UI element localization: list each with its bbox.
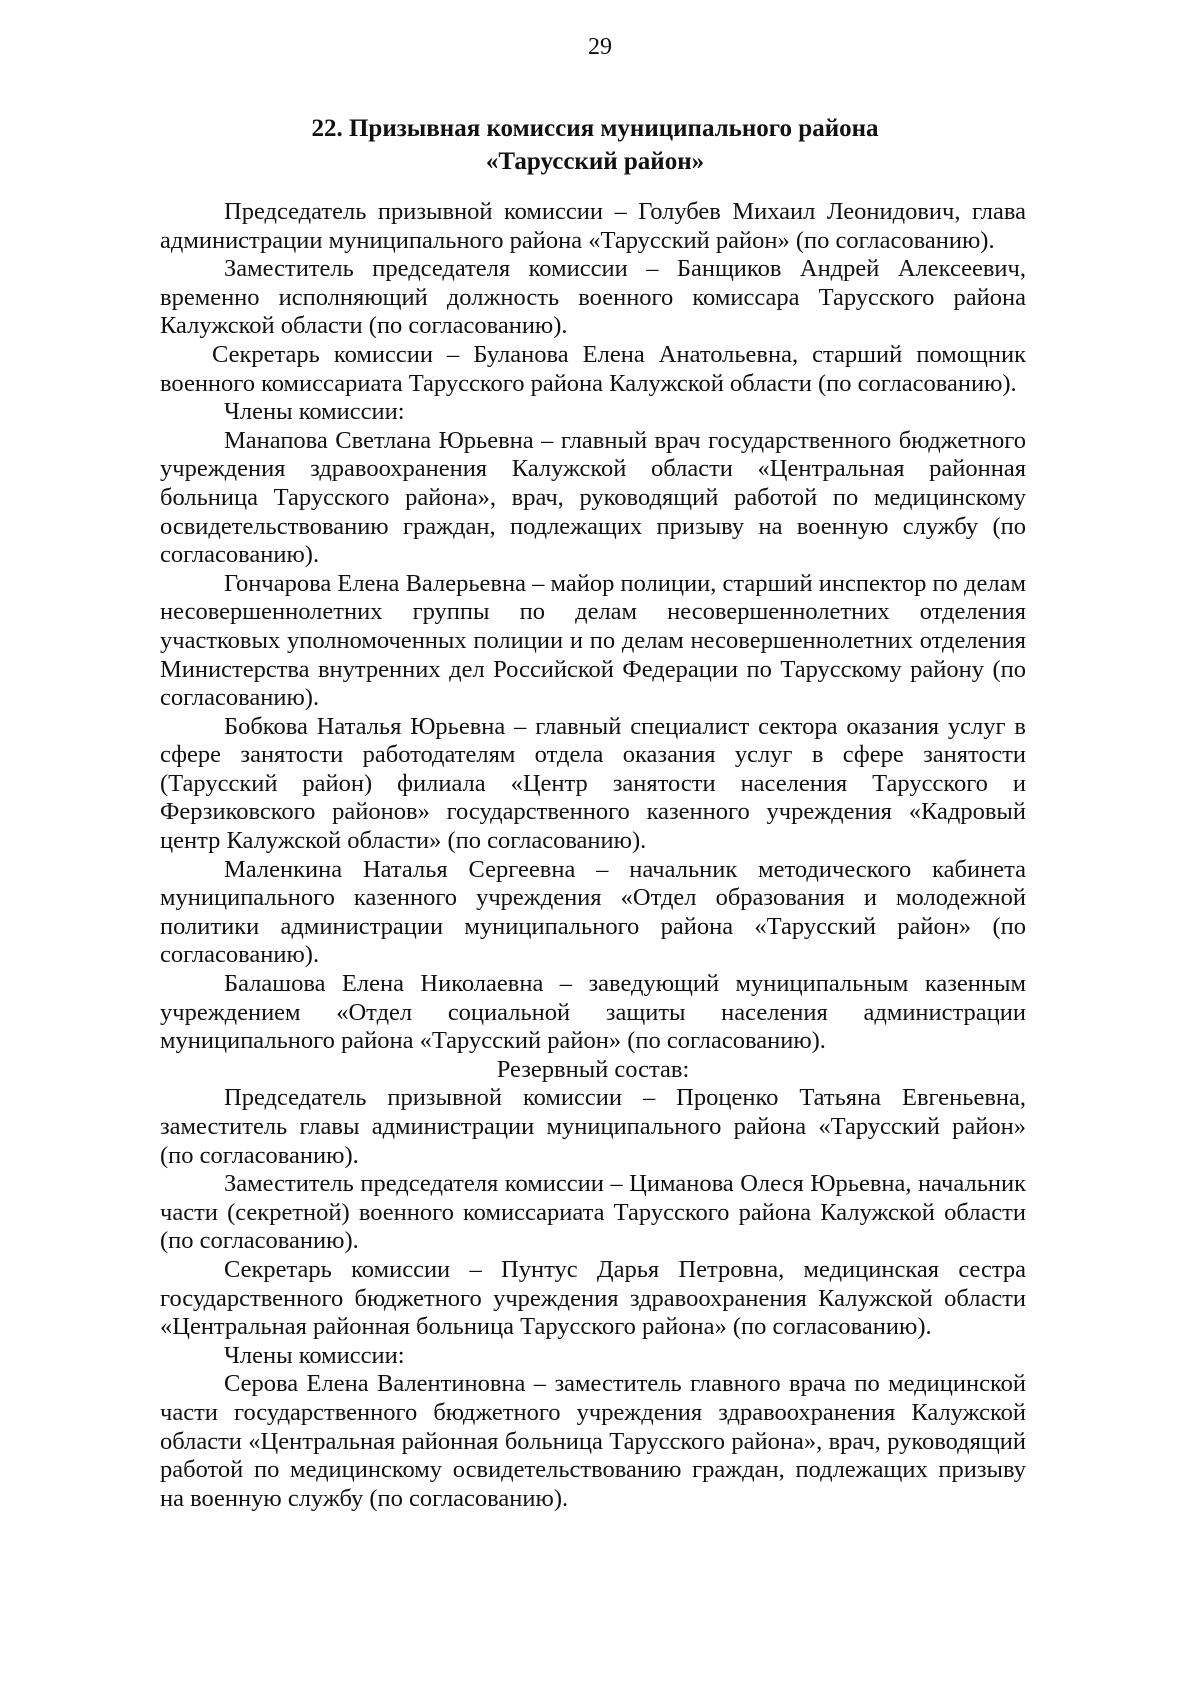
member-paragraph: Бобкова Наталья Юрьевна – главный специалист сектора оказания услуг в сфере занятости работодателям отдела оказания услуг в сфере занятости (Тарусский район) филиала «Центр занятости населения Тарусского и Ферзиковского районов» государственного казенного учреждения «Кадровый центр Калужской области» (по согласованию). (160, 712, 1026, 855)
reserve-secretary-paragraph: Секретарь комиссии – Пунтус Дарья Петровна, медицинская сестра государственного бюджетного учреждения здравоохранения Калужской области «Центральная районная больница Тарусского района» (по согласованию). (160, 1255, 1026, 1341)
secretary-paragraph: Секретарь комиссии – Буланова Елена Анатольевна, старший помощник военного комиссариата Тарусского района Калужской области (по согласованию). (160, 340, 1026, 397)
chairman-paragraph: Председатель призывной комиссии – Голубев Михаил Леонидович, глава администрации муниципального района «Тарусский район» (по согласованию). (160, 198, 1026, 254)
members-label: Члены комиссии: (224, 398, 405, 426)
reserve-heading: Резервный состав: (496, 1055, 690, 1083)
member-paragraph: Манапова Светлана Юрьевна – главный врач государственного бюджетного учреждения здравоохранения Калужской области «Центральная районная больница Тарусского района», врач, руководящий работой по медицинскому освидетельствованию граждан, подлежащих призыву на военную службу (по согласованию). (160, 426, 1026, 569)
member-paragraph: Балашова Елена Николаевна – заведующий муниципальным казенным учреждением «Отдел социальной защиты населения администрации муниципального района «Тарусский район» (по согласованию). (160, 970, 1026, 1055)
reserve-members-label: Члены комиссии: (224, 1341, 405, 1369)
reserve-member-paragraph: Серова Елена Валентиновна – заместитель главного врача по медицинской части государственного бюджетного учреждения здравоохранения Калужской области «Центральная районная больница Тарусского района», врач, руководящий работой по медицинскому освидетельствованию граждан, подлежащих призыву на военную службу (по согласованию). (160, 1370, 1026, 1512)
section-title-line-1: 22. Призывная комиссия муниципального района (311, 115, 879, 142)
document-body (160, 198, 1026, 1513)
reserve-deputy-paragraph: Заместитель председателя комиссии – Циманова Олеся Юрьевна, начальник части (секретной) военного комиссариата Тарусского района Калужской области (по согласованию). (160, 1170, 1026, 1255)
reserve-chairman-paragraph: Председатель призывной комиссии – Проценко Татьяна Евгеньевна, заместитель главы администрации муниципального района «Тарусский район» (по согласованию). (160, 1084, 1026, 1169)
member-paragraph: Маленкина Наталья Сергеевна – начальник методического кабинета муниципального казенного учреждения «Отдел образования и молодежной политики администрации муниципального района «Тарусский район» (по согласованию). (160, 855, 1026, 969)
deputy-paragraph: Заместитель председателя комиссии – Банщиков Андрей Алексеевич, временно исполняющий должность военного комиссара Тарусского района Калужской области (по согласованию). (160, 255, 1026, 340)
section-title (160, 112, 1030, 178)
member-paragraph: Гончарова Елена Валерьевна – майор полиции, старший инспектор по делам несовершеннолетних группы по делам несовершеннолетних отделения участковых уполномоченных полиции и по делам несовершеннолетних отделения Министерства внутренних дел Российской Федерации по Тарусскому району (по согласованию). (160, 569, 1026, 712)
page-number: 29 (588, 34, 612, 60)
section-title-line-2: «Тарусский район» (485, 148, 705, 175)
